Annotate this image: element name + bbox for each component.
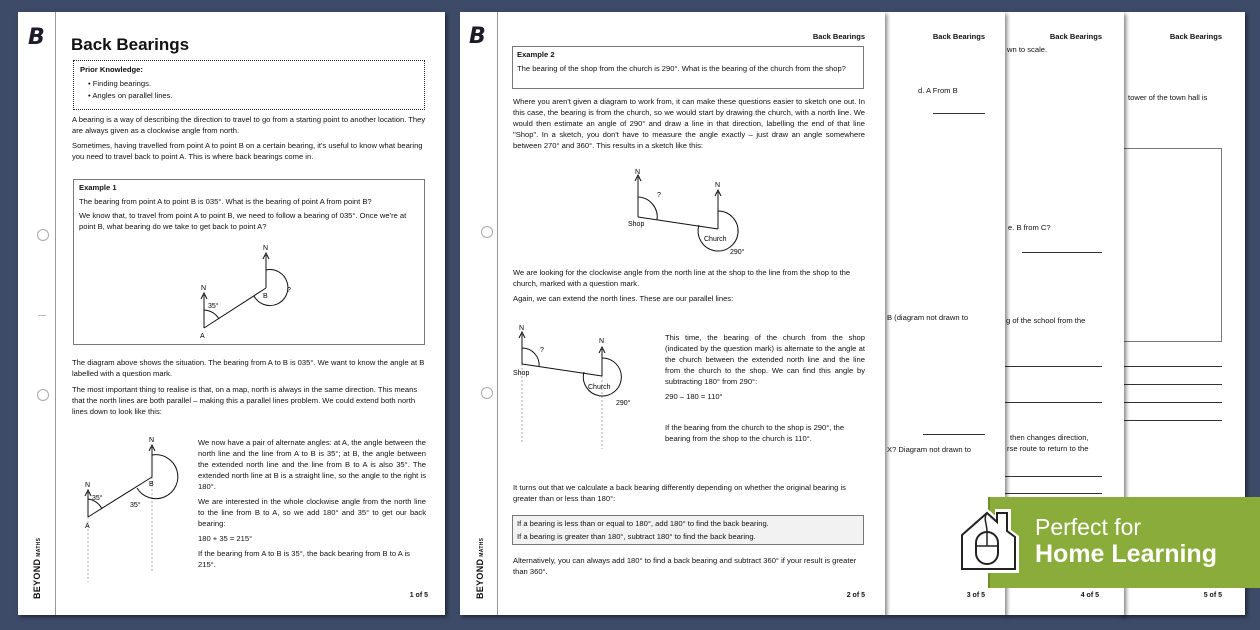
- example-heading: Example 2: [517, 50, 555, 59]
- equation: 180 + 35 = 215°: [198, 534, 253, 543]
- margin-line: [55, 12, 56, 615]
- text-fragment: then changes direction,: [1010, 433, 1089, 442]
- svg-text:N: N: [149, 437, 155, 444]
- paragraph: A bearing is a way of describing the direction to travel to go from a starting point to another location. They are always given as a clockwise angle from north.: [72, 115, 426, 135]
- paragraph: We are interested in the whole clockwise angle from the north line to the line from B to A, so we add 180° and 35° to get our back bearing:: [198, 497, 426, 528]
- svg-text:Shop: Shop: [628, 221, 645, 228]
- paragraph: It turns out that we calculate a back bearing differently depending on whether the original bearing is greater than or less than 180°:: [513, 483, 846, 503]
- paragraph: The diagram above shows the situation. The bearing from A to B is 035°. We want to know the angle at B labelled with a question mark.: [72, 358, 425, 378]
- text-fragment: B (diagram not drawn to: [887, 313, 969, 322]
- house-mouse-icon: [957, 505, 1023, 575]
- text-fragment: tower of the town hall is: [1128, 93, 1208, 102]
- page-title: Back Bearings: [71, 35, 190, 54]
- svg-text:N: N: [85, 482, 91, 489]
- svg-text:35°: 35°: [92, 495, 103, 502]
- svg-text:A: A: [200, 333, 205, 340]
- svg-text:290°: 290°: [616, 400, 631, 407]
- question-d: d. A From B: [918, 86, 958, 95]
- paragraph: Again, we can extend the north lines. These are our parallel lines:: [513, 294, 734, 303]
- paragraph: If the bearing from A to B is 35°, the back bearing from B to A is 215°.: [198, 549, 410, 569]
- svg-text:N: N: [263, 245, 269, 252]
- svg-text:A: A: [85, 523, 90, 530]
- explanation-text: [198, 437, 426, 570]
- paragraph: If the bearing from the church to the shop is 290°, the bearing from the shop to the church is 110°.: [665, 423, 845, 443]
- page-number: 2 of 5: [846, 592, 865, 599]
- text-fragment: X? Diagram not drawn to: [887, 445, 971, 454]
- page-header: Back Bearings: [1169, 32, 1222, 41]
- page-2: [460, 12, 885, 615]
- page-header: Back Bearings: [812, 32, 865, 41]
- svg-text:?: ?: [287, 287, 291, 294]
- answer-line: [1004, 402, 1102, 403]
- text-fragment: wn to scale.: [1007, 45, 1048, 54]
- page-number: 3 of 5: [966, 592, 985, 599]
- example-2-box: [512, 46, 864, 89]
- paragraph: We are looking for the clockwise angle from the north line at the shop to the line from the shop to the church, marked with a question mark.: [513, 268, 851, 288]
- svg-text:N: N: [635, 169, 641, 176]
- svg-text:N: N: [519, 325, 525, 332]
- answer-line: [933, 113, 985, 114]
- answer-line: [923, 434, 985, 435]
- home-learning-banner: [988, 497, 1260, 588]
- margin-line: [497, 12, 498, 615]
- paragraph: Where you aren't given a diagram to work from, it can make these questions easier to sketch one out. In this case, the bearing is from the church, so we would start by drawing the church, with a north line. We would then estimate an angle of 290° and draw a line in that direction, labelling the end of that line "Shop". In a sketch, you don't have to measure the angle exactly – just draw an angle somewhere between 270° and 360°. This results in a sketch like this:: [513, 97, 865, 150]
- rules-box: [512, 515, 864, 545]
- question-e: e. B from C?: [1008, 223, 1051, 232]
- text-fragment: g of the school from the: [1006, 316, 1086, 325]
- prior-knowledge-box: [73, 60, 425, 110]
- explanation-text: [665, 332, 865, 444]
- punch-hole: [481, 387, 493, 399]
- example-question: The bearing of the shop from the church is 290°. What is the bearing of the church from the shop?: [517, 64, 846, 73]
- punch-hole: [37, 229, 49, 241]
- rule: If a bearing is greater than 180°, subtract 180° to find the back bearing.: [517, 532, 756, 541]
- page-header: Back Bearings: [932, 32, 985, 41]
- banner-line-1: Perfect for: [1035, 514, 1142, 540]
- svg-text:35°: 35°: [208, 303, 219, 310]
- paragraph: This time, the bearing of the church from the shop (indicated by the question mark) is alternate to the angle at the church between the extended north line and the line from the church to the shop. We can find this angle by subtracting 180° from 290°:: [665, 333, 865, 386]
- answer-line: [1120, 366, 1222, 367]
- answer-line: [1004, 476, 1102, 477]
- example-1-box: [73, 179, 425, 345]
- page-number: 1 of 5: [409, 592, 428, 599]
- svg-text:N: N: [201, 285, 207, 292]
- answer-line: [1120, 402, 1222, 403]
- page-header: Back Bearings: [1049, 32, 1102, 41]
- rule: If a bearing is less than or equal to 180°, add 180° to find the back bearing.: [517, 519, 769, 528]
- extended-north-lines-diagram: [512, 324, 642, 454]
- margin-mark: [38, 315, 46, 316]
- page-number: 4 of 5: [1080, 592, 1099, 599]
- paragraph: Sometimes, having travelled from point A to point B on a certain bearing, it's useful to know what bearing you need to travel back to point A. This is where back bearings come in.: [72, 141, 423, 161]
- svg-text:Church: Church: [704, 236, 727, 243]
- answer-line: [1120, 384, 1222, 385]
- answer-line: [1004, 366, 1102, 367]
- answer-line: [1022, 252, 1102, 253]
- paragraph: We now have a pair of alternate angles: at A, the angle between the north line and the line from A to B is 35°; at B, the angle between the extended north line and the line from B to A is also 35°. The extended north line at B is a straight line, so the angle to the right is 180°.: [198, 438, 426, 491]
- extended-bearing-diagram: [80, 437, 180, 587]
- svg-text:N: N: [715, 182, 721, 189]
- svg-text:290°: 290°: [730, 249, 745, 256]
- svg-text:Shop: Shop: [513, 370, 530, 377]
- brand-name: BEYONDMATHS: [475, 537, 485, 599]
- paragraph: Alternatively, you can always add 180° to find a back bearing and subtract 360° if your result is greater than 360°.: [513, 556, 857, 576]
- answer-line: [1120, 420, 1222, 421]
- paragraph: We know that, to travel from point A to point B, we need to follow a bearing of 035°. Once we're at point B, what bearing do we take to get back to point A?: [79, 211, 407, 231]
- list-item: • Angles on parallel lines.: [88, 91, 173, 100]
- bearing-diagram: [194, 240, 314, 340]
- page-1: [18, 12, 445, 615]
- shop-church-diagram: [620, 167, 790, 267]
- svg-text:?: ?: [657, 192, 661, 199]
- paragraph: The most important thing to realise is that, on a map, north is always in the same direction. This means that the north lines are both parallel – making this a parallel lines problem. We could extend both north lines down to look like this:: [72, 385, 418, 416]
- svg-text:?: ?: [540, 347, 544, 354]
- banner-line-2: Home Learning: [1035, 540, 1217, 568]
- punch-hole: [481, 226, 493, 238]
- prior-knowledge-heading: Prior Knowledge:: [80, 65, 143, 74]
- beyond-logo: B: [469, 24, 486, 49]
- example-heading: Example 1: [79, 183, 117, 192]
- answer-box: [1120, 148, 1222, 342]
- equation: 290 – 180 = 110°: [665, 392, 723, 401]
- brand-name: BEYONDMATHS: [32, 537, 42, 599]
- answer-line: [1004, 493, 1102, 494]
- example-question: The bearing from point A to point B is 035°. What is the bearing of point A from point B?: [79, 197, 372, 206]
- text-fragment: rse route to return to the: [1007, 444, 1089, 453]
- list-item: • Finding bearings.: [88, 79, 152, 88]
- svg-text:Church: Church: [588, 384, 611, 391]
- svg-text:N: N: [599, 338, 605, 345]
- svg-text:B: B: [149, 481, 154, 488]
- svg-text:35°: 35°: [130, 502, 141, 509]
- svg-text:B: B: [263, 293, 268, 300]
- beyond-logo: B: [28, 25, 45, 50]
- page-number: 5 of 5: [1203, 592, 1222, 599]
- punch-hole: [37, 389, 49, 401]
